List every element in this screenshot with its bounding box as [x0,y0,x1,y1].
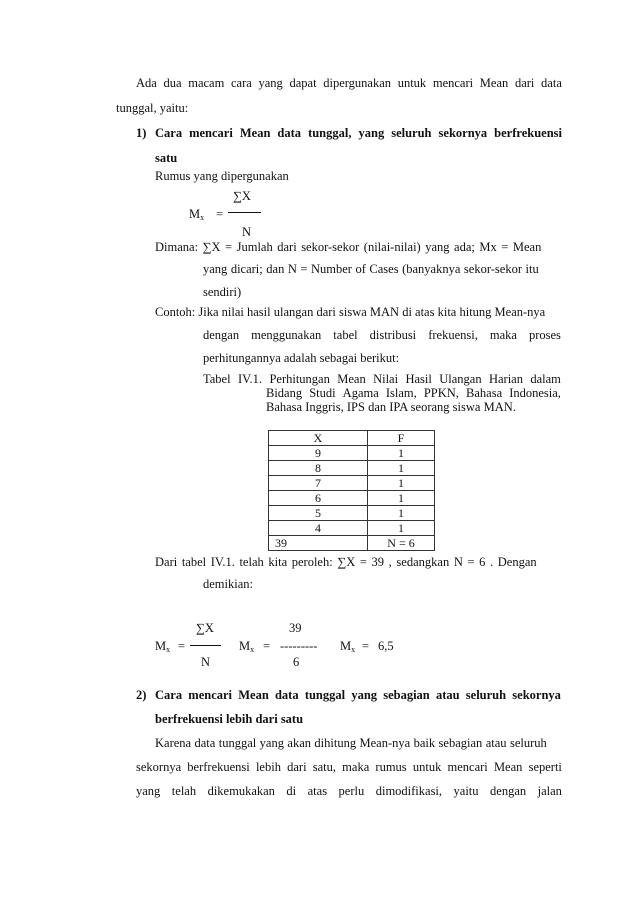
formula-fraction-bar [228,212,261,213]
word: untuk [397,76,427,90]
table-caption-line-2 [266,387,561,400]
word: Studi [309,386,336,400]
word: Bahasa [466,386,503,400]
word: jalan [537,784,562,798]
word: mencari [432,76,474,90]
calc-equals-1: = [178,639,186,653]
word: Mean [239,126,271,140]
word: atau [435,688,460,702]
word: telah [171,784,197,798]
word: sekornya [438,126,488,140]
table-cell-f: 1 [368,491,435,506]
formula-numerator: ∑X [233,189,251,203]
dimana-line-3: sendiri) [203,285,242,299]
word: IV.1. [237,372,263,386]
section2-title-line-2: berfrekuensi lebih dari satu [155,712,304,726]
word: lebih [255,760,281,774]
word: frekuensi, [428,328,478,342]
word: mencari [188,688,233,702]
word: yang [258,76,283,90]
word: dari [287,760,307,774]
word: Hasil [405,372,432,386]
table-cell-x: 6 [269,491,368,506]
word: dikemukakan [207,784,275,798]
word: Agama [342,386,379,400]
table-cell-x: 4 [269,521,368,536]
table-total-f: N = 6 [368,536,435,551]
calc-denominator-1: N [201,655,211,669]
word: di [286,784,297,798]
calc-lhs-3: $M_x$ [340,639,356,654]
word: Mean [479,76,509,90]
word: seluruh [391,126,432,140]
section1-number: 1) [136,126,147,140]
table-cell-f: 1 [368,506,435,521]
calc-lhs-2: $M_x$ [239,639,255,654]
word: macam [188,76,225,90]
word: Mean [337,372,366,386]
section2-title-line-1 [155,689,561,702]
calc-lhs-1: $M_x$ [155,639,171,654]
contoh-line-2 [203,329,561,342]
word: atas [307,784,328,798]
calc-numerator-2: 39 [289,621,302,635]
word: satu, [312,760,336,774]
word: sebagian [383,688,430,702]
table-cell-x: 8 [269,461,368,476]
table-row [269,446,435,461]
word: maka [489,328,517,342]
word: dua [163,76,182,90]
section2-para-line-3 [136,785,562,798]
word: sekornya [512,688,561,702]
word: data [274,688,299,702]
word: berfrekuensi [494,126,562,140]
table-header-x: X [269,431,368,446]
table-header-f: F [368,431,435,446]
intro-line-1 [136,77,562,90]
word: Harian [488,372,523,386]
word: dapat [289,76,317,90]
calc-dashes: --------- [280,639,318,653]
dari-line-1: Dari tabel IV.1. telah kita peroleh: ∑X = 39 , sedangkan N = 6 . Dengan [155,555,537,569]
word: mencari [189,126,233,140]
contoh-line-3: perhitungannya adalah sebagai berikut: [203,351,400,365]
table-row [269,506,435,521]
word: dengan [490,784,527,798]
table-row [269,521,435,536]
word: maka [342,760,370,774]
calc-result: 6,5 [378,639,394,653]
section2-number: 2) [136,688,147,702]
word: data [277,126,302,140]
word: cara [231,76,252,90]
word: distribusi [369,328,417,342]
word: Mean [238,688,269,702]
table-cell-x: 5 [269,506,368,521]
formula-denominator: N [242,225,252,239]
word: mencari [447,760,488,774]
word: seluruh [465,688,507,702]
section1-title-line-1 [155,127,562,140]
word: dipergunakan [323,76,392,90]
formula-lhs: $M_x$ [189,207,205,222]
table-cell-f: 1 [368,521,435,536]
word: Cara [155,126,183,140]
table-caption-line-3: Bahasa Inggris, IPS dan IPA seorang siswa MAN. [266,400,516,414]
dimana-line-1: Dimana: ∑X = Jumlah dari sekor-sekor (nilai-nilai) yang ada; Mx = Mean [155,240,542,254]
table-row [269,491,435,506]
intro-line-2: tunggal, yaitu: [116,101,189,115]
word: Cara [155,688,183,702]
dari-line-2: demikian: [203,577,253,591]
word: menggunakan [251,328,322,342]
word: data [541,76,562,90]
word: untuk [412,760,442,774]
table-total-row [269,536,435,551]
rumus-label: Rumus yang dipergunakan [155,169,289,183]
word: Ulangan [439,372,482,386]
word: PPKN, [423,386,459,400]
table-cell-f: 1 [368,476,435,491]
word: dimodifikasi, [375,784,443,798]
word: Ada [136,76,157,90]
word: tabel [333,328,358,342]
word: tunggal [304,688,346,702]
table-row [269,476,435,491]
word: berfrekuensi [187,760,250,774]
calc-fraction-bar-1 [190,645,221,646]
word: Perhitungan [269,372,330,386]
calc-denominator-2: 6 [293,655,300,669]
word: dari [514,76,535,90]
word: dengan [203,328,240,342]
section2-para-line-1: Karena data tunggal yang akan dihitung Mean-nya baik sebagian atau seluruh [155,736,547,750]
word: yaitu [453,784,479,798]
table-total-x: 39 [269,536,368,551]
table-row [269,461,435,476]
contoh-line-1: Contoh: Jika nilai hasil ulangan dari siswa MAN di atas kita hitung Mean-nya [155,305,546,319]
word: seperti [528,760,562,774]
word: dalam [530,372,561,386]
word: Indonesia, [509,386,561,400]
word: proses [528,328,561,342]
word: yang [136,784,161,798]
word: tunggal, [308,126,352,140]
table-cell-x: 7 [269,476,368,491]
table-header-row [269,431,435,446]
table-caption-line-1 [203,373,561,386]
frequency-table [268,430,435,551]
word: Tabel [203,372,231,386]
calc-equals-3: = [362,639,370,653]
section1-title-line-2: satu [155,151,178,165]
word: Islam, [385,386,417,400]
word: Mean [493,760,523,774]
word: yang [358,126,385,140]
word: rumus [375,760,407,774]
word: sekornya [136,760,182,774]
section2-para-line-2 [136,761,562,774]
calc-equals-2: = [263,639,271,653]
table-cell-x: 9 [269,446,368,461]
table-cell-f: 1 [368,461,435,476]
table-cell-f: 1 [368,446,435,461]
word: Nilai [373,372,399,386]
formula-equals: = [216,207,224,221]
word: Bidang [266,386,303,400]
calc-numerator-1: ∑X [196,621,214,635]
word: perlu [338,784,365,798]
word: yang [351,688,378,702]
dimana-line-2: yang dicari; dan N = Number of Cases (banyaknya sekor-sekor itu [203,262,539,276]
